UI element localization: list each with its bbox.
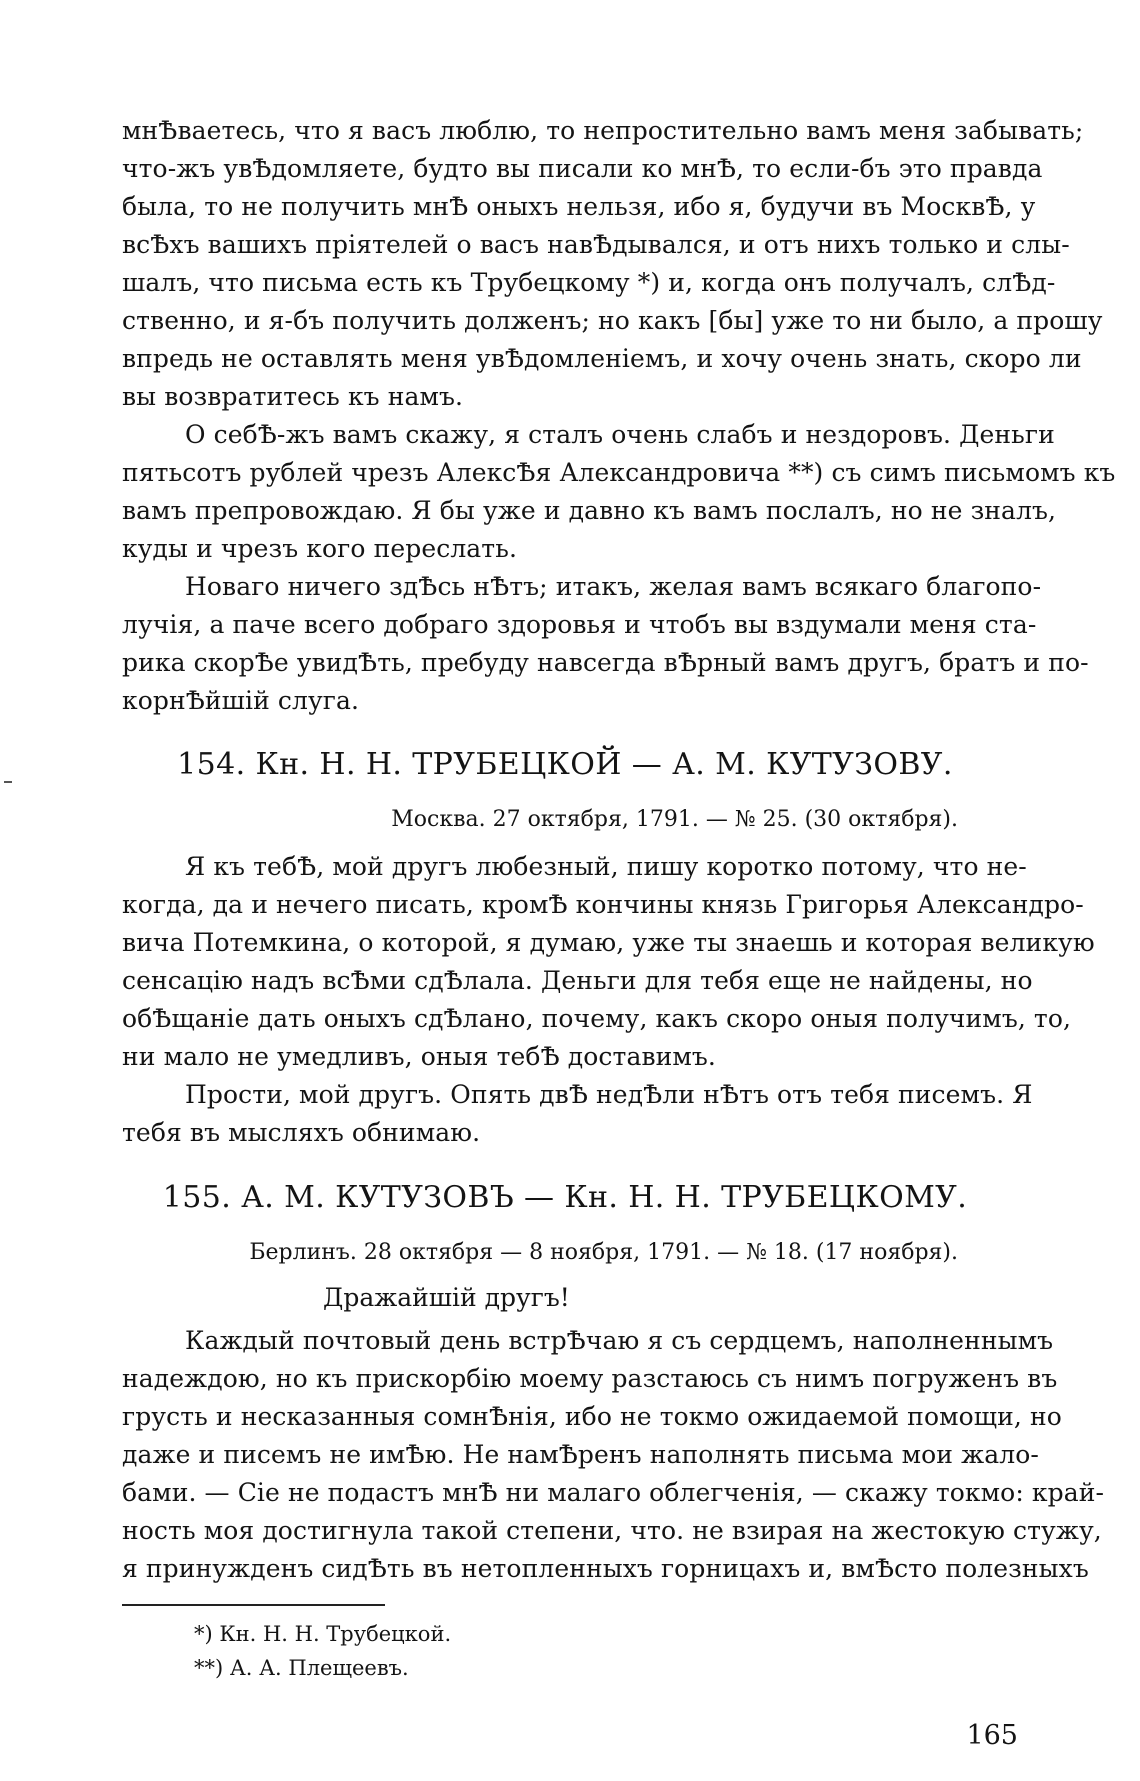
- letter-155-heading: 155. А. М. КУТУЗОВЪ — Кн. Н. Н. ТРУБЕЦКОМУ.: [162, 1180, 968, 1215]
- text-line: грусть и несказанныя сомнѢнiя, ибо не токмо ожидаемой помощи, но: [122, 1402, 1062, 1431]
- text-line: куды и чрезъ кого переслать.: [122, 534, 517, 563]
- letter-155-salutation: Дражайшiй другъ!: [323, 1283, 570, 1312]
- text-line: ственно, и я-бъ получить долженъ; но какъ [бы] уже то ни было, а прошу: [122, 306, 1103, 335]
- text-line: тебя въ мысляхъ обнимаю.: [122, 1118, 481, 1147]
- text-line: пятьсотъ рублей чрезъ АлексѢя Александровича **) съ симъ письмомъ къ: [122, 458, 1116, 487]
- text-line: когда, да и нечего писать, кромѢ кончины князь Григорья Александро-: [122, 890, 1084, 919]
- text-line: лучiя, а паче всего добраго здоровья и чтобъ вы вздумали меня ста-: [122, 610, 1037, 639]
- text-line: бами. — Сiе не подастъ мнѢ ни малаго облегченiя, — скажу токмо: край-: [122, 1478, 1105, 1507]
- footnote-2: **) А. А. Плещеевъ.: [194, 1656, 409, 1680]
- text-line: вы возвратитесь къ намъ.: [122, 382, 464, 411]
- text-line: О себѢ-жъ вамъ скажу, я сталъ очень слабъ и нездоровъ. Деньги: [185, 420, 1055, 449]
- text-line: Я къ тебѢ, мой другъ любезный, пишу коротко потому, что не-: [185, 852, 1027, 881]
- text-line: я принужденъ сидѢть въ нетопленныхъ горницахъ и, вмѢсто полезныхъ: [122, 1554, 1089, 1583]
- text-line: ни мало не умедливъ, оныя тебѢ доставимъ.: [122, 1042, 716, 1071]
- text-line: мнѢваетесь, что я васъ люблю, то непростительно вамъ меня забывать;: [122, 116, 1084, 145]
- text-line: Новаго ничего здѢсь нѢтъ; итакъ, желая вамъ всякаго благопо-: [185, 572, 1042, 601]
- text-line: рика скорѢе увидѢть, пребуду навсегда вѢрный вамъ другъ, братъ и по-: [122, 648, 1089, 677]
- text-line: обѢщанiе дать оныхъ сдѢлано, почему, какъ скоро оныя получимъ, то,: [122, 1004, 1072, 1033]
- page-number: 165: [966, 1720, 1018, 1751]
- text-line: сенсацiю надъ всѢми сдѢлала. Деньги для тебя еще не найдены, но: [122, 966, 1033, 995]
- text-line: вича Потемкина, о которой, я думаю, уже ты знаешь и которая великую: [122, 928, 1095, 957]
- text-line: Прости, мой другъ. Опять двѢ недѢли нѢтъ отъ тебя писемъ. Я: [185, 1080, 1033, 1109]
- text-line: ность моя достигнула такой степени, что. не взирая на жестокую стужу,: [122, 1516, 1102, 1545]
- footnote-rule: [122, 1604, 385, 1606]
- text-line: что-жъ увѢдомляете, будто вы писали ко мнѢ, то если-бъ это правда: [122, 154, 1043, 183]
- text-line: надеждою, но къ прискорбiю моему разстаюсь съ нимъ погруженъ въ: [122, 1364, 1058, 1393]
- text-line: была, то не получить мнѢ оныхъ нельзя, ибо я, будучи въ МосквѢ, у: [122, 192, 1036, 221]
- text-line: Каждый почтовый день встрѢчаю я съ сердцемъ, наполненнымъ: [185, 1326, 1054, 1355]
- text-line: корнѢйшiй слуга.: [122, 686, 360, 715]
- footnote-1: *) Кн. Н. Н. Трубецкой.: [194, 1622, 452, 1646]
- letter-154-heading: 154. Кн. Н. Н. ТРУБЕЦКОЙ — А. М. КУТУЗОВУ.: [177, 747, 953, 782]
- letter-155-dateline: Берлинъ. 28 октября — 8 ноября, 1791. — № 18. (17 ноября).: [249, 1240, 958, 1265]
- text-line: шалъ, что письма есть къ Трубецкому *) и, когда онъ получалъ, слѢд-: [122, 268, 1056, 297]
- margin-mark: [4, 781, 12, 783]
- text-line: вамъ препровождаю. Я бы уже и давно къ вамъ послалъ, но не зналъ,: [122, 496, 1057, 525]
- text-line: даже и писемъ не имѢю. Не намѢренъ наполнять письма мои жало-: [122, 1440, 1039, 1469]
- text-line: всѢхъ вашихъ прiятелей о васъ навѢдывался, и отъ нихъ только и слы-: [122, 230, 1070, 259]
- text-line: впредь не оставлять меня увѢдомленiемъ, и хочу очень знать, скоро ли: [122, 344, 1082, 373]
- letter-154-dateline: Москва. 27 октября, 1791. — № 25. (30 октября).: [391, 807, 958, 832]
